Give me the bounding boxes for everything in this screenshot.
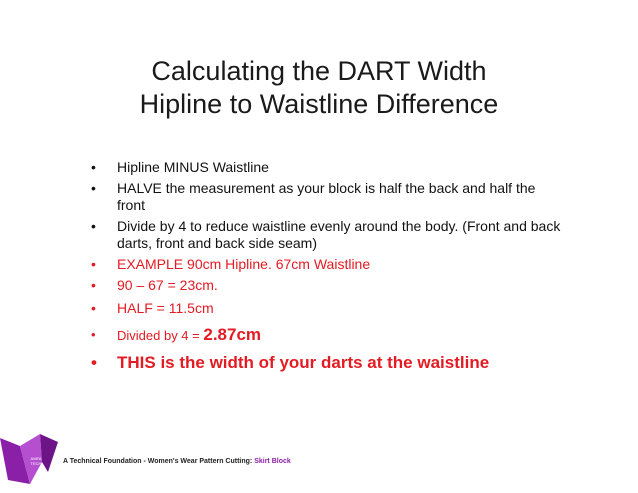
bullet-item: [91, 218, 561, 252]
bullet-text: Divide by 4 to reduce waistline evenly around the body. (Front and back darts, front and back side seam): [117, 218, 561, 251]
bullet-item: [91, 300, 561, 317]
title-line-1: Calculating the DART Width: [151, 56, 487, 86]
bullet-dot: •: [91, 256, 96, 272]
bullet-text: EXAMPLE 90cm Hipline. 67cm Waistline: [117, 256, 371, 272]
bullet-item: [91, 277, 561, 294]
footer-highlight: Skirt Block: [254, 458, 291, 465]
bullet-dot: •: [91, 300, 96, 316]
bullet-item: [91, 256, 561, 273]
slide-title: [0, 55, 638, 121]
bullet-dot: •: [91, 159, 96, 175]
bullet-list: [91, 159, 561, 374]
bullet-item: [91, 159, 561, 176]
title-line-2: Hipline to Waistline Difference: [139, 89, 499, 119]
logo: [0, 432, 58, 484]
bullet-item: [91, 324, 561, 346]
bullet-text: 90 – 67 = 23cm.: [117, 277, 218, 293]
svg-text:TECH: TECH: [30, 461, 42, 466]
bullet-dot: •: [91, 218, 96, 234]
bullet-emphasis: 2.87cm: [203, 325, 262, 344]
bullet-dot: •: [91, 353, 97, 372]
bullet-dot: •: [91, 277, 96, 293]
footer-caption: [63, 458, 291, 465]
bullet-item: [91, 352, 561, 374]
bullet-item: [91, 180, 561, 214]
bullet-text: HALVE the measurement as your block is half the back and half the front: [117, 180, 536, 213]
bullet-dot: •: [91, 327, 96, 342]
footer-text: A Technical Foundation - Women's Wear Pattern Cutting:: [63, 458, 255, 465]
bullet-text: HALF = 11.5cm: [117, 300, 214, 316]
svg-text:AMFA: AMFA: [30, 456, 42, 461]
bullet-text: THIS is the width of your darts at the waistline: [117, 353, 490, 372]
bullet-dot: •: [91, 180, 96, 196]
bullet-text: Divided by 4 =: [117, 328, 204, 343]
bullet-text: Hipline MINUS Waistline: [117, 159, 269, 175]
